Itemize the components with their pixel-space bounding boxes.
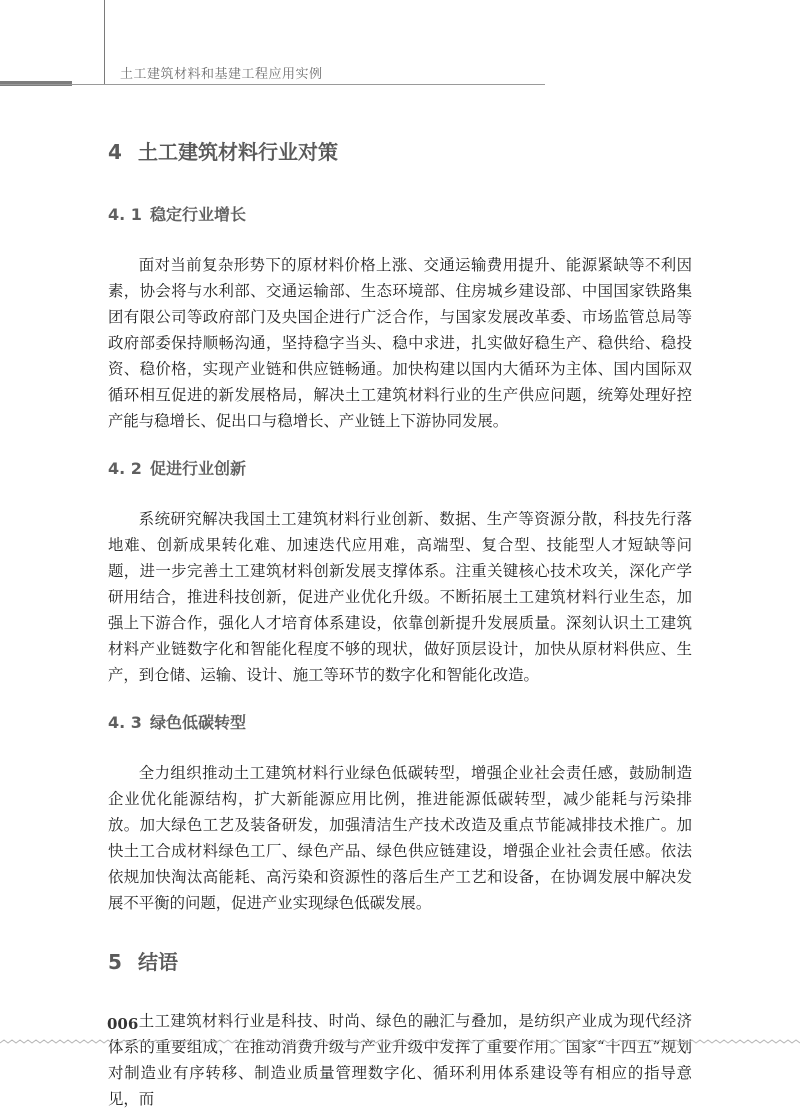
section-4-2-number: 4. 2 [108, 459, 142, 478]
section-5-title: 结语 [138, 950, 178, 974]
section-4-1-heading [108, 200, 692, 230]
section-4-1-number: 4. 1 [108, 205, 142, 224]
section-4-3-title: 绿色低碳转型 [150, 713, 247, 732]
header-vertical-rule [104, 0, 105, 84]
section-4-2-heading [108, 454, 692, 484]
section-4-1-title: 稳定行业增长 [150, 205, 247, 224]
page-number: 006 [107, 1015, 139, 1033]
header-horizontal-rule [0, 84, 545, 85]
section-4-heading [108, 134, 692, 170]
section-5-paragraph: 土工建筑材料行业是科技、时尚、绿色的融汇与叠加，是纺织产业成为现代经济体系的重要组成，在推动消费升级与产业升级中发挥了重要作用。国家“十四五”规划对制造业有序转移、制造业质量管理数字化、循环利用体系建设等有相应的指导意见，而 [108, 1012, 692, 1108]
section-4-3-heading [108, 708, 692, 738]
running-header-title: 土工建筑材料和基建工程应用实例 [120, 67, 323, 82]
section-4-3-paragraph: 全力组织推动土工建筑材料行业绿色低碳转型，增强企业社会责任感，鼓励制造企业优化能源结构，扩大新能源应用比例，推进能源低碳转型，减少能耗与污染排放。加大绿色工艺及装备研发，加强清洁生产技术改造及重点节能减排技术推广。加快土工合成材料绿色工厂、绿色产品、绿色供应链建设，增强企业社会责任感。依法依规加快淘汰高能耗、高污染和资源性的落后生产工艺和设备，在协调发展中解决发展不平衡的问题，促进产业实现绿色低碳发展。 [108, 764, 692, 912]
page-content [108, 134, 692, 1112]
section-5-number: 5 [108, 950, 122, 974]
section-4-2-paragraph: 系统研究解决我国土工建筑材料行业创新、数据、生产等资源分散，科技先行落地难、创新成果转化难、加速迭代应用难，高端型、复合型、技能型人才短缺等问题，进一步完善土工建筑材料创新发展支撑体系。注重关键核心技术攻关，深化产学研用结合，推进科技创新，促进产业优化升级。不断拓展土工建筑材料行业生态，加强上下游合作，强化人才培育体系建设，依靠创新提升发展质量。深刻认识土工建筑材料产业链数字化和智能化程度不够的现状，做好顶层设计，加快从原材料供应、生产，到仓储、运输、设计、施工等环节的数字化和智能化改造。 [108, 510, 692, 684]
section-4-2-title: 促进行业创新 [150, 459, 247, 478]
section-5-heading [108, 944, 692, 980]
section-4-title: 土工建筑材料行业对策 [138, 140, 338, 164]
section-4-number: 4 [108, 140, 122, 164]
section-4-1-paragraph: 面对当前复杂形势下的原材料价格上涨、交通运输费用提升、能源紧缺等不利因素，协会将与水利部、交通运输部、生态环境部、住房城乡建设部、中国国家铁路集团有限公司等政府部门及央国企进行广泛合作，与国家发展改革委、市场监管总局等政府部委保持顺畅沟通，坚持稳字当头、稳中求进，扎实做好稳生产、稳供给、稳投资、稳价格，实现产业链和供应链畅通。加快构建以国内大循环为主体、国内国际双循环相互促进的新发展格局，解决土工建筑材料行业的生产供应问题，统筹处理好控产能与稳增长、促出口与稳增长、产业链上下游协同发展。 [108, 256, 692, 430]
section-4-3-number: 4. 3 [108, 713, 142, 732]
footer-wave-border [0, 1038, 800, 1046]
